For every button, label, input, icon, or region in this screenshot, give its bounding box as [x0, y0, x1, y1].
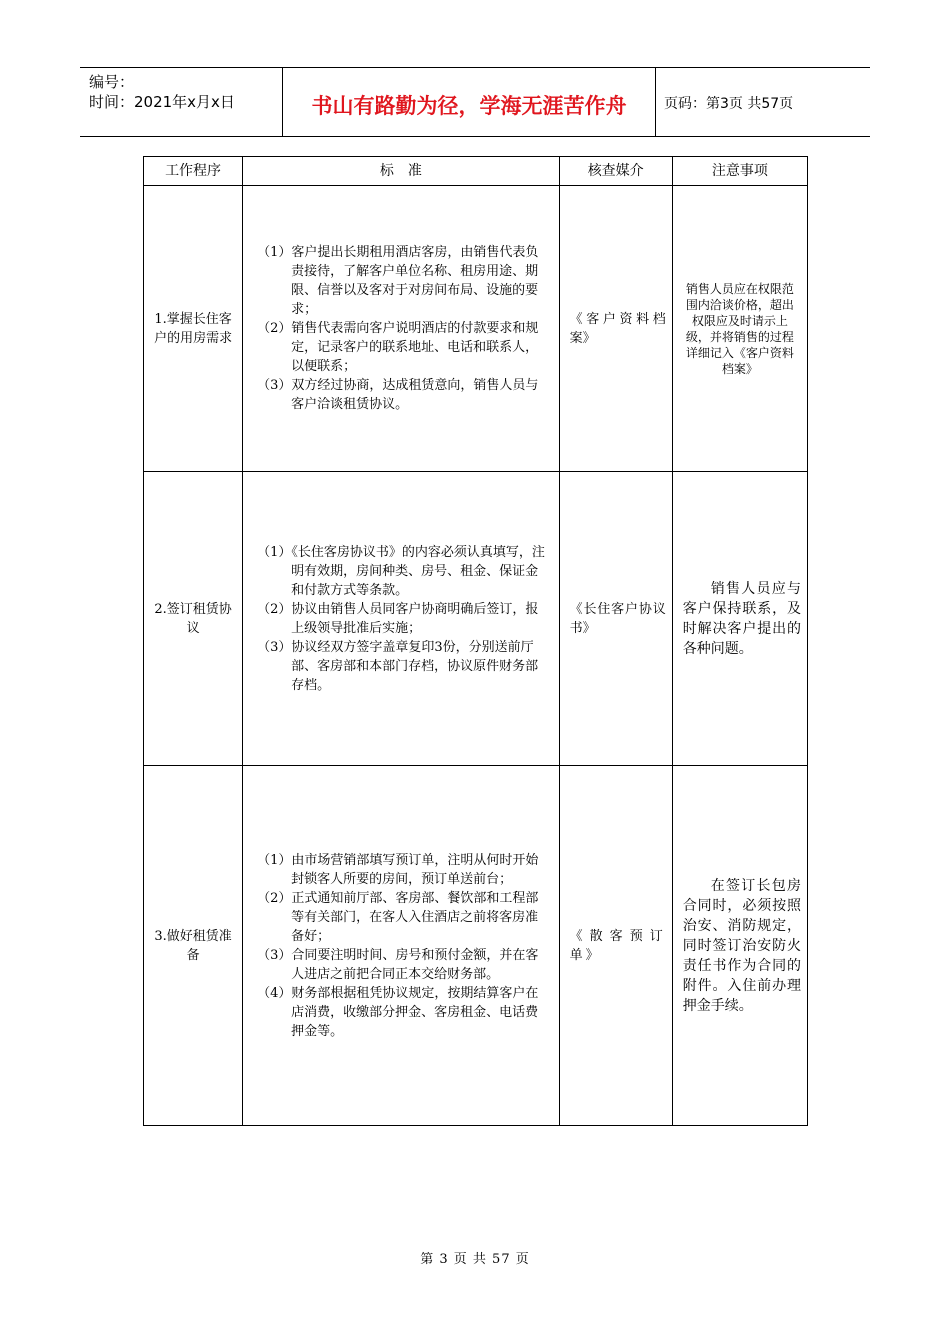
table-row: [144, 766, 808, 1126]
table-row: [144, 472, 808, 766]
standard-item: （3）协议经双方签字盖章复印3份，分别送前厅部、客房部和本部门存档，协议原件财务部存档。: [257, 639, 539, 693]
standard-item: （1）《长住客房协议书》的内容必须认真填写，注明有效期，房间种类、房号、租金、保证金和付款方式等条款。: [257, 544, 545, 598]
notes-cell: 销售人员应与客户保持联系，及时解决客户提出的各种问题。: [672, 472, 807, 766]
stage-cell: 3.做好租赁准备: [144, 766, 243, 1126]
column-header-standard: 标 准: [243, 157, 559, 186]
header-page-cell: [655, 68, 870, 136]
standard-item: （1）客户提出长期租用酒店客房，由销售代表负责接待，了解客户单位名称、租房用途、期限、信誉以及客对于对房间布局、设施的要求；: [257, 245, 539, 317]
standard-item: （2）协议由销售人员同客户协商明确后签订，报上级领导批准后实施；: [257, 601, 539, 636]
media-cell: 《客户资料档案》: [559, 186, 672, 472]
standard-item: （3）合同要注明时间、房号和预付金额，并在客人进店之前把合同正本交给财务部。: [257, 947, 539, 982]
standard-item: （4）财务部根据租凭协议规定，按期结算客户在店消费，收缴部分押金、客房租金、电话费押金等。: [257, 985, 539, 1039]
standard-cell: [243, 186, 559, 472]
header-meta: [80, 68, 282, 136]
standard-item: （2）销售代表需向客户说明酒店的付款要求和规定，记录客户的联系地址、电话和联系人，以便联系；: [257, 321, 539, 374]
standard-cell: [243, 472, 559, 766]
column-header-notes: 注意事项: [672, 157, 807, 186]
page-footer: 第 3 页 共 57 页: [420, 1252, 530, 1267]
page-header: [80, 67, 870, 137]
media-cell: 《长住客户协议书》: [559, 472, 672, 766]
media-cell: 《散客预订单》: [559, 766, 672, 1126]
standard-item: （1）由市场营销部填写预订单，注明从何时开始封锁客人所要的房间，预订单送前台；: [257, 852, 539, 887]
stage-cell: 2.签订租赁协议: [144, 472, 243, 766]
table-header-row: [144, 157, 808, 186]
document-time-label: 时间：2021年x月x日: [89, 93, 235, 111]
document-code-label: 编号：: [89, 73, 135, 91]
header-motto-cell: [282, 68, 656, 136]
header-motto: 书山有路勤为径，学海无涯苦作舟: [311, 94, 627, 118]
column-header-media: 核查媒介: [559, 157, 672, 186]
standard-item: （2）正式通知前厅部、客房部、餐饮部和工程部等有关部门，在客人入住酒店之前将客房准备好；: [257, 890, 539, 944]
standard-cell: [243, 766, 559, 1126]
table-row: [144, 186, 808, 472]
column-header-procedure: 工作程序: [144, 157, 243, 186]
notes-cell: 在签订长包房合同时，必须按照治安、消防规定，同时签订治安防火责任书作为合同的附件。入住前办理押金手续。: [672, 766, 807, 1126]
stage-cell: 1.掌握长住客户的用房需求: [144, 186, 243, 472]
standard-item: （3）双方经过协商，达成租赁意向，销售人员与客户洽谈租赁协议。: [257, 378, 539, 412]
header-page-info: 页码：第3页 共57页: [664, 96, 794, 112]
procedure-table: [143, 156, 808, 1126]
notes-cell: 销售人员应在权限范围内洽谈价格，超出权限应及时请示上级，并将销售的过程详细记入《客户资料档案》: [672, 186, 807, 472]
